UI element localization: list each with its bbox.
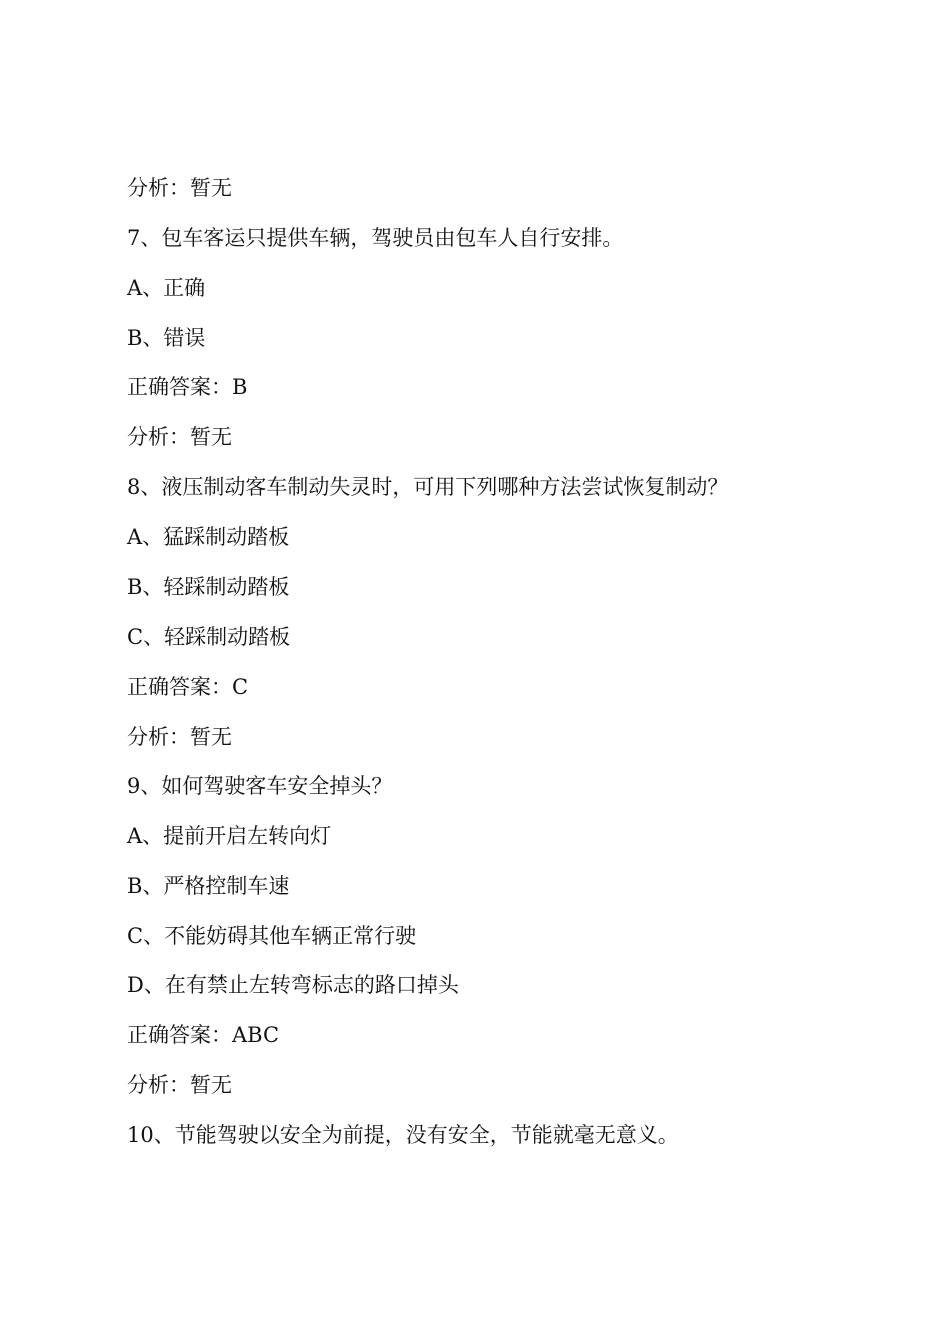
question-8: 8、液压制动客车制动失灵时，可用下列哪种方法尝试恢复制动？	[127, 475, 729, 499]
question-9: 9、如何驾驶客车安全掉头？	[127, 774, 393, 798]
option-b: B、错误	[127, 326, 206, 350]
option-c: C、不能妨碍其他车辆正常行驶	[127, 924, 417, 948]
option-b: B、严格控制车速	[127, 874, 290, 898]
answer-line: 正确答案：B	[127, 375, 248, 399]
analysis-line: 分析：暂无	[127, 1073, 232, 1097]
option-d: D、在有禁止左转弯标志的路口掉头	[127, 973, 459, 997]
analysis-line: 分析：暂无	[127, 176, 232, 200]
analysis-line: 分析：暂无	[127, 425, 232, 449]
option-a: A、提前开启左转向灯	[127, 824, 332, 848]
option-a: A、正确	[127, 276, 206, 300]
answer-line: 正确答案：C	[127, 675, 249, 699]
option-c: C、轻踩制动踏板	[127, 625, 291, 649]
option-a: A、猛踩制动踏板	[127, 525, 290, 549]
analysis-line: 分析：暂无	[127, 725, 232, 749]
answer-line: 正确答案：ABC	[127, 1023, 280, 1047]
question-10: 10、节能驾驶以安全为前提，没有安全，节能就毫无意义。	[127, 1123, 679, 1147]
question-7: 7、包车客运只提供车辆，驾驶员由包车人自行安排。	[127, 226, 624, 250]
option-b: B、轻踩制动踏板	[127, 575, 290, 599]
